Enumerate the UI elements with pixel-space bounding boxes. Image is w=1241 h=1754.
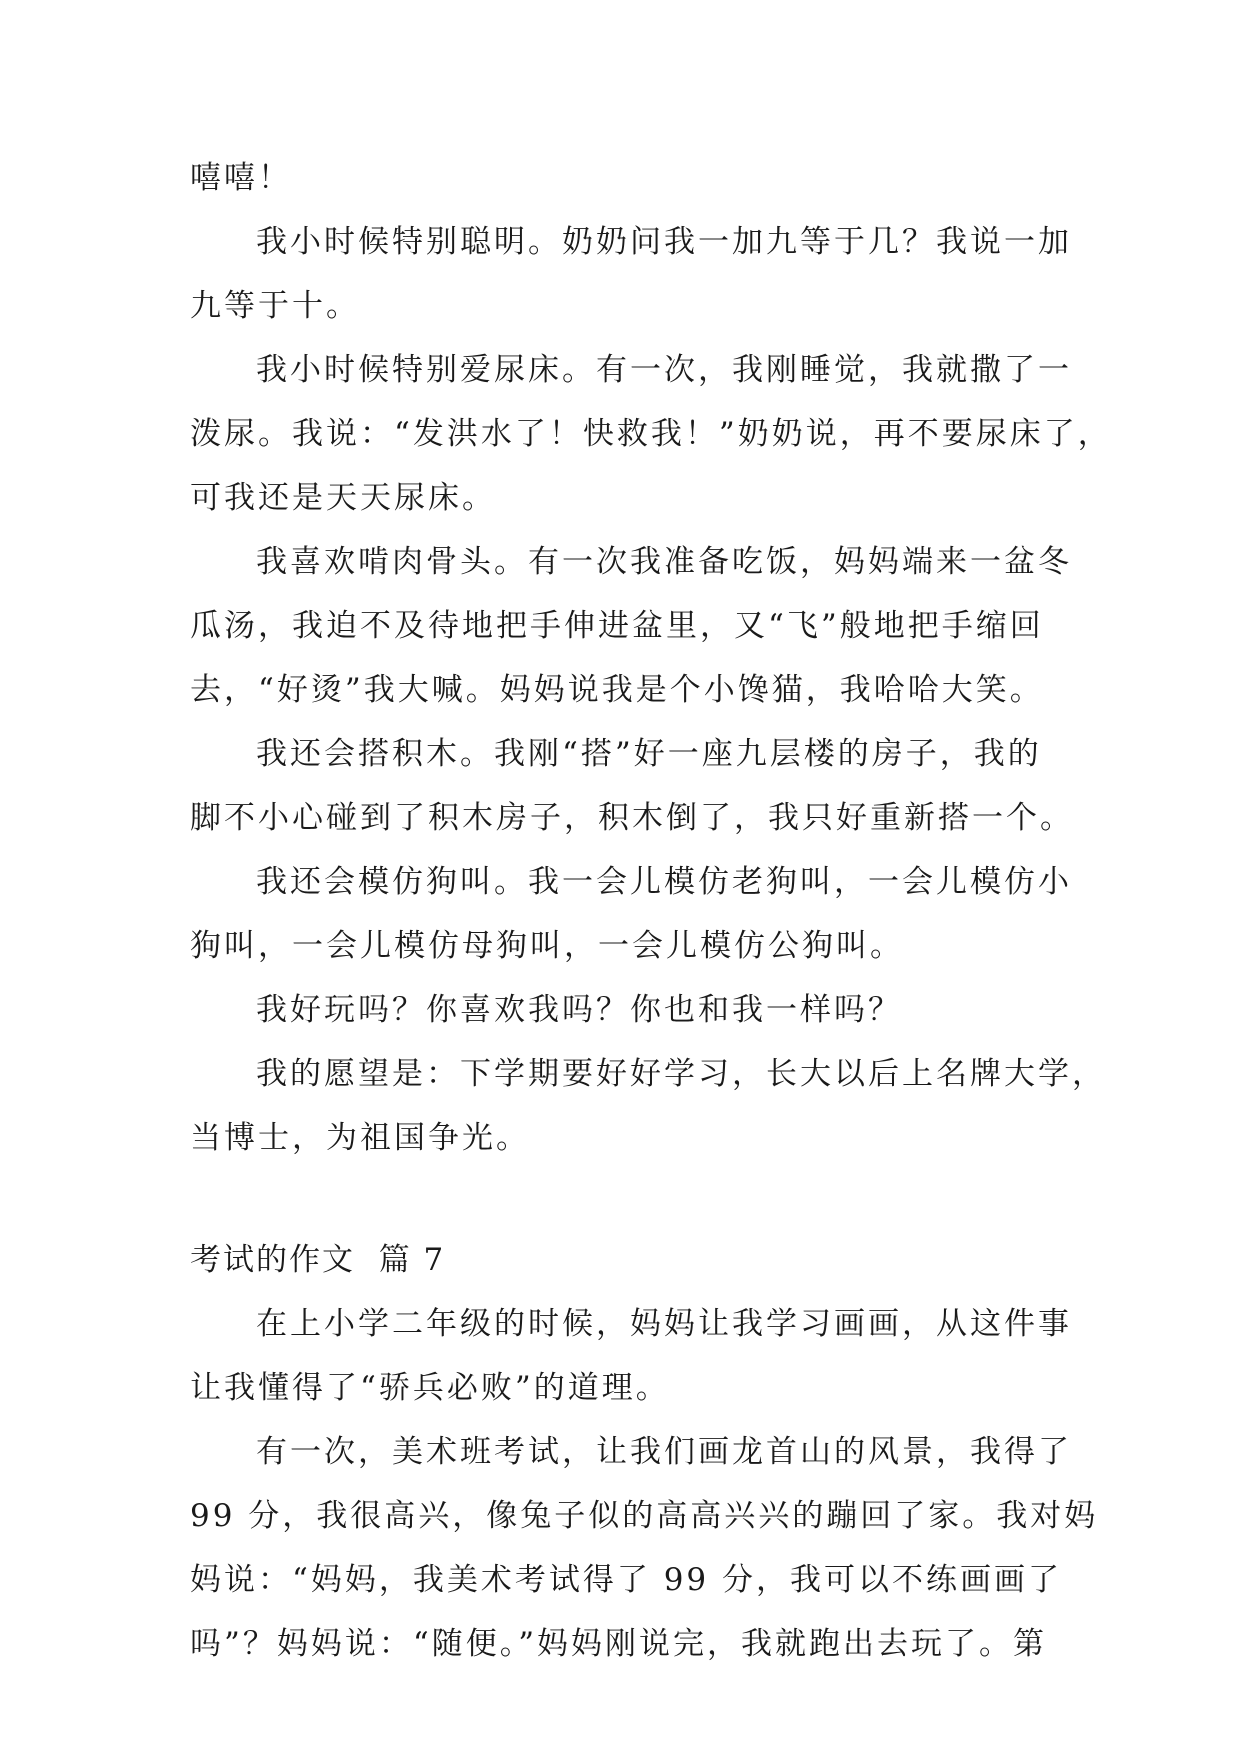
paragraph-line: 我的愿望是：下学期要好好学习，长大以后上名牌大学， [256, 1056, 1106, 1092]
paragraph-line: 泼尿。我说：“发洪水了！快救我！”奶奶说，再不要尿床了， [190, 416, 1112, 452]
paragraph-line: 我还会模仿狗叫。我一会儿模仿老狗叫，一会儿模仿小 [256, 864, 1072, 900]
paragraph-line: 有一次，美术班考试，让我们画龙首山的风景，我得了 [256, 1434, 1072, 1470]
paragraph-line: 让我懂得了“骄兵必败”的道理。 [190, 1370, 670, 1406]
paragraph-line: 狗叫，一会儿模仿母狗叫，一会儿模仿公狗叫。 [190, 928, 904, 964]
paragraph-line: 九等于十。 [190, 288, 360, 324]
paragraph-line: 去，“好烫”我大喊。妈妈说我是个小馋猫，我哈哈大笑。 [190, 672, 1044, 708]
paragraph-line: 脚不小心碰到了积木房子，积木倒了，我只好重新搭一个。 [190, 800, 1074, 836]
paragraph-line: 在上小学二年级的时候，妈妈让我学习画画，从这件事 [256, 1306, 1072, 1342]
paragraph-line: 瓜汤，我迫不及待地把手伸进盆里，又“飞”般地把手缩回 [190, 608, 1044, 644]
paragraph-line: 我小时候特别爱尿床。有一次，我刚睡觉，我就撒了一 [256, 352, 1072, 388]
paragraph-line: 吗”？妈妈说：“随便。”妈妈刚说完，我就跑出去玩了。第 [190, 1626, 1048, 1662]
paragraph-line: 嘻嘻！ [190, 160, 292, 196]
paragraph-line: 99 分，我很高兴，像兔子似的高高兴兴的蹦回了家。我对妈 [190, 1498, 1099, 1534]
paragraph-line: 当博士，为祖国争光。 [190, 1120, 530, 1156]
paragraph-line: 我还会搭积木。我刚“搭”好一座九层楼的房子，我的 [256, 736, 1042, 772]
paragraph-line: 妈说：“妈妈，我美术考试得了 99 分，我可以不练画画了 [190, 1562, 1062, 1598]
paragraph-line: 我好玩吗？你喜欢我吗？你也和我一样吗？ [256, 992, 902, 1028]
paragraph-line: 我喜欢啃肉骨头。有一次我准备吃饭，妈妈端来一盆冬 [256, 544, 1072, 580]
section-title: 考试的作文 篇 7 [190, 1242, 446, 1278]
paragraph-line: 我小时候特别聪明。奶奶问我一加九等于几？我说一加 [256, 224, 1072, 260]
paragraph-line: 可我还是天天尿床。 [190, 480, 496, 516]
